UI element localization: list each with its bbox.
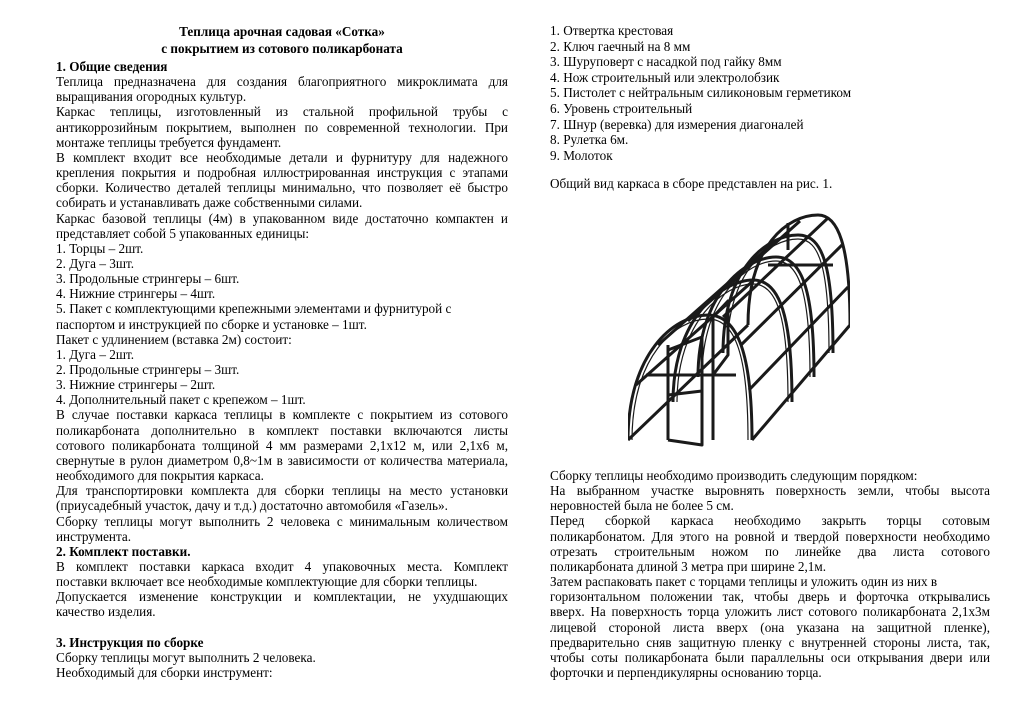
stringer (688, 221, 800, 321)
text-line: Каркас базовой теплицы (4м) в упакованном виде достаточно компактен и (56, 210, 508, 226)
text-line: Сборку теплицы могут выполнить 2 человека. (56, 649, 316, 665)
text-line: Затем распаковать пакет с торцами теплицы и уложить один из них в (550, 574, 938, 590)
text-line: 4. Нижние стрингеры – 4шт. (56, 286, 216, 302)
tool-list-item: 6. Уровень строительный (550, 101, 693, 116)
tool-list-item: 8. Рулетка 6м. (550, 132, 629, 148)
text-line: качество изделия. (56, 604, 156, 620)
text-line: сборки. Количество деталей теплицы минимально, что позволяет её быстро (56, 180, 508, 196)
text-line: монтаже теплицы требуется фундамент. (56, 134, 282, 150)
section-heading: 2. Комплект поставки. (56, 543, 191, 559)
text-line: 4. Дополнительный пакет с крепежом – 1шт. (56, 392, 306, 408)
bottom-stringer (752, 325, 850, 440)
text-line: 2. Дуга – 3шт. (56, 255, 135, 271)
text-line: В случае поставки каркаса теплицы в комплекте с покрытием из сотового (56, 407, 508, 423)
figure-caption: Общий вид каркаса в сборе представлен на рис. 1. (550, 176, 833, 191)
text-line: 3. Продольные стрингеры – 6шт. (56, 271, 240, 287)
text-line: представляет собой 5 упакованных единицы: (56, 225, 310, 241)
tool-list-item: 2. Ключ гаечный на 8 мм (550, 38, 691, 54)
text-line: Для транспортировки комплекта для сборки теплицы на место установки (56, 483, 508, 499)
text-line: 1. Дуга – 2шт. (56, 346, 135, 362)
text-line: собирать и устанавливать даже собственными силами. (56, 195, 363, 211)
text-line: вверх. На поверхность торца уложить лист сотового поликарбоната 2,1х3м (550, 604, 990, 620)
text-line: форточки и перпендикулярны основанию торца. (550, 664, 822, 680)
stringer (723, 218, 828, 317)
text-line: свернутые в рулон диаметром 0,8~1м в зависимости от количества материала, (56, 452, 508, 468)
text-line: Теплица предназначена для создания благоприятного микроклимата для (56, 74, 508, 90)
text-line: В комплект входит все необходимые детали и фурнитуру для надежного (56, 149, 508, 165)
text-line: антикоррозийным покрытием, выполнен по современной технологии. При (56, 119, 508, 135)
text-line: неровностей была не более 5 см. (550, 498, 734, 514)
text-line: 1. Торцы – 2шт. (56, 240, 144, 256)
text-line: Каркас теплицы, изготовленный из стальной профильной трубы с (56, 104, 508, 120)
text-line: выращивания огородных культур. (56, 89, 247, 105)
text-line: Сборку теплицы могут выполнить 2 человека с минимальным количеством (56, 513, 508, 529)
text-line: отрезать строительным ножом по линейке два листа сотового (550, 543, 990, 559)
text-line: горизонтальном положении так, чтобы дверь и форточка открывались (550, 589, 990, 605)
text-line: Допускается изменение конструкции и комплектации, не ухудшающих (56, 589, 508, 605)
text-line: В комплект поставки каркаса входит 4 упаковочных места. Комплект (56, 558, 508, 574)
text-line: На выбранном участке выровнять поверхность земли, чтобы высота (550, 483, 990, 499)
tool-list-item: 9. Молоток (550, 147, 613, 163)
tool-list-item: 7. Шнур (веревка) для измерения диагоналей (550, 116, 804, 132)
section-heading: 1. Общие сведения (56, 59, 168, 74)
tool-list-item: 4. Нож строительный или электролобзик (550, 69, 780, 85)
text-line: 5. Пакет с комплектующими крепежными элементами и фурнитурой с (56, 301, 452, 317)
text-line: поликарбоната длиной 3 метра при ширине 2,1м. (550, 558, 827, 574)
text-line: необходимого для покрытия каркаса. (56, 468, 264, 484)
text-line: инструмента. (56, 528, 132, 544)
document-title-line1: Теплица арочная садовая «Сотка» (179, 24, 385, 39)
text-line: сотового поликарбоната толщиной 4 мм размерами 2,1х12 м, или 2,1х6 м, (56, 437, 508, 453)
text-line: поставки включает все необходимые комплектующие для сборки теплицы. (56, 574, 478, 590)
text-line: чтобы соты поликарбоната были параллельны оси открывания двери или (550, 649, 990, 665)
text-line: Перед сборкой каркаса необходимо закрыть торцы сотовым (550, 513, 990, 529)
text-line: Пакет с удлинением (вставка 2м) состоит: (56, 331, 292, 347)
tool-list-item: 1. Отвертка крестовая (550, 23, 674, 38)
text-line: Необходимый для сборки инструмент: (56, 665, 273, 680)
text-line: 3. Нижние стрингеры – 2шт. (56, 377, 216, 393)
section-heading: 3. Инструкция по сборке (56, 634, 204, 650)
tool-list-item: 3. Шуруповерт с насадкой под гайку 8мм (550, 54, 782, 70)
text-line: поликарбоната дополнительно в комплект поставки включаются листы (56, 422, 508, 438)
greenhouse-frame-figure (628, 205, 850, 460)
text-line: 2. Продольные стрингеры – 3шт. (56, 362, 240, 377)
document-title-line2: с покрытием из сотового поликарбоната (161, 41, 403, 56)
tool-list-item: 5. Пистолет с нейтральным силиконовым герметиком (550, 85, 852, 101)
text-line: паспортом и инструкцией по сборке и установке – 1шт. (56, 316, 367, 332)
text-line: поликарбонатом. Для этого на ровной и твердой поверхности необходимо (550, 528, 990, 544)
text-line: (приусадебный участок, дачу и т.д.) достаточно автомобиля «Газель». (56, 498, 448, 514)
text-line: крепления покрытия и подробная иллюстрированная инструкция с этапами (56, 165, 508, 181)
text-line: предварительно сняв защитную пленку с внутренней стороны листа, так, (550, 634, 990, 650)
text-line: Сборку теплицы необходимо производить следующим порядком: (550, 468, 918, 483)
text-line: лицевой стороной листа вверх (она указана на защитной пленке), (550, 619, 990, 635)
